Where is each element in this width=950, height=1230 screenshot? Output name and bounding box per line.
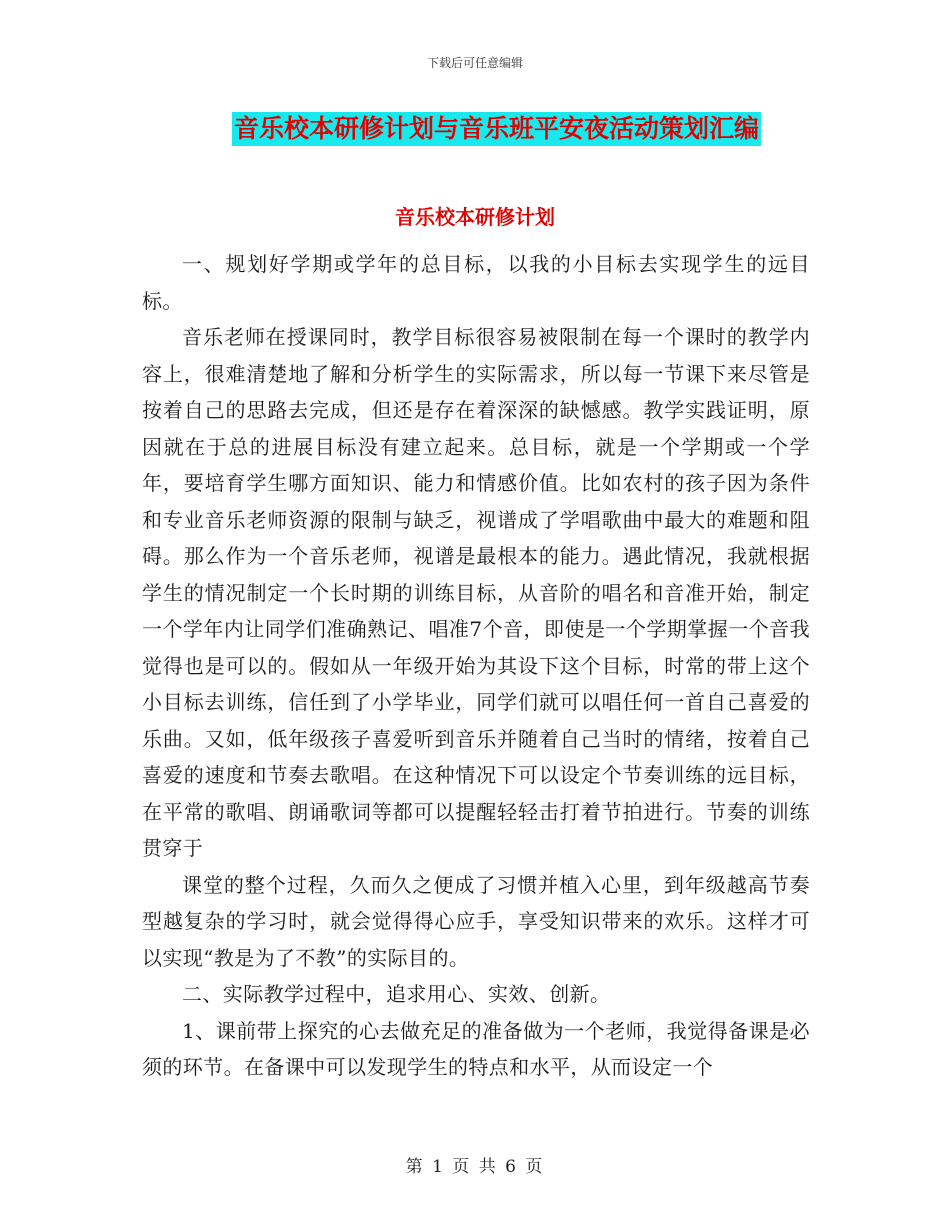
paragraph: 二、实际教学过程中，追求用心、实效、创新。 [182, 982, 611, 1006]
page-number: 第 1 页 共 6 页 [405, 1157, 545, 1177]
paragraph: 一、规划好学期或学年的总目标，以我的小目标去实现学生的远目标。 [142, 252, 810, 313]
main-title-container [0, 112, 950, 146]
paragraph: 音乐老师在授课同时，教学目标很容易被限制在每一个课时的教学内容上，很难清楚地了解和分析学生的实际需求，所以每一节课下来尽管是按着自己的思路去完成，但还是存在着深深的缺憾感。教学实践证明，原因就在于总的进展目标没有建立起来。总目标，就是一个学期或一个学年，要培育学生哪方面知识、能力和情感价值。比如农村的孩子因为条件和专业音乐老师资源的限制与缺乏，视谱成了学唱歌曲中最大的难题和阻碍。那么作为一个音乐老师，视谱是最根本的能力。遇此情况，我就根据学生的情况制定一个长时期的训练目标，从音阶的唱名和音准开始，制定一个学年内让同学们准确熟记、唱准7个音，即使是一个学期掌握一个音我觉得也是可以的。假如从一年级开始为其设下这个目标，时常的带上这个小目标去训练，信任到了小学毕业，同学们就可以唱任何一首自己喜爱的乐曲。又如，低年级孩子喜爱听到音乐并随着自己当时的情绪，按着自己喜爱的速度和节奏去歌唱。在这种情况下可以设定个节奏训练的远目标，在平常的歌唱、朗诵歌词等都可以提醒轻轻击打着节拍进行。节奏的训练贯穿于 [142, 325, 810, 860]
paragraph: 课堂的整个过程，久而久之便成了习惯并植入心里，到年级越高节奏型越复杂的学习时，就会觉得得心应手，享受知识带来的欢乐。这样才可以实现“教是为了不教”的实际目的。 [142, 872, 810, 970]
section-title: 音乐校本研修计划 [395, 205, 555, 229]
paragraph: 1、课前带上探究的心去做充足的准备做为一个老师，我觉得备课是必须的环节。在备课中可以发现学生的特点和水平，从而设定一个 [142, 1018, 810, 1079]
main-title: 音乐校本研修计划与音乐班平安夜活动策划汇编 [232, 112, 761, 146]
document-body [142, 246, 810, 1086]
page-header-note: 下载后可任意编辑 [426, 56, 523, 70]
